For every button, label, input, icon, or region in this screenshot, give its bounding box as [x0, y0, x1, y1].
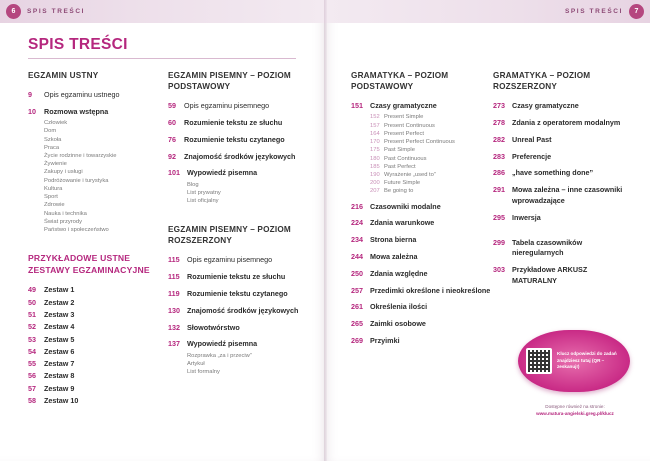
toc-entry-label: Strona bierna — [370, 235, 417, 245]
toc-entry[interactable] — [493, 185, 633, 207]
toc-subitem-label: Podróżowanie i turystyka — [44, 177, 109, 184]
list-item — [44, 201, 158, 209]
list-item — [44, 127, 158, 135]
toc-page-number: 10 — [28, 106, 36, 116]
list-item — [44, 136, 158, 144]
toc-subitem-label: Wyrażenie „used to” — [384, 171, 436, 178]
toc-subitem-page: 180 — [370, 155, 380, 162]
toc-entry[interactable] — [168, 339, 308, 350]
right-page-number: 7 — [629, 4, 644, 19]
toc-page-number: 132 — [168, 322, 180, 332]
toc-subitem-label: Człowiek — [44, 120, 68, 127]
toc-entry[interactable] — [493, 152, 633, 163]
toc-subitem-page: 175 — [370, 147, 380, 154]
toc-subitem-page: 200 — [370, 180, 380, 187]
toc-entry[interactable] — [493, 135, 633, 146]
toc-subitem-label: Dom — [44, 128, 57, 135]
toc-subitem-label: List oficjalny — [187, 198, 219, 205]
list-item — [187, 189, 308, 197]
toc-page-number: 130 — [168, 305, 180, 315]
toc-entry-label: Unreal Past — [512, 134, 552, 144]
toc-entry-label: Rozumienie tekstu czytanego — [187, 288, 288, 298]
toc-entry-label: Zestaw 1 — [44, 285, 75, 295]
toc-entry-label: Zestaw 4 — [44, 322, 75, 332]
toc-entry[interactable] — [351, 269, 491, 280]
toc-entry[interactable] — [28, 384, 158, 395]
toc-entry[interactable] — [28, 335, 158, 346]
toc-entry-label: Znajomość środków językowych — [187, 305, 299, 315]
list-item — [44, 144, 158, 152]
toc-subitem-label: Be going to — [384, 188, 414, 195]
toc-entry-label: Rozumienie tekstu ze słuchu — [184, 117, 283, 127]
toc-page-number: 52 — [28, 322, 36, 332]
toc-page-number: 303 — [493, 265, 505, 275]
toc-entry[interactable] — [28, 396, 158, 407]
toc-entry[interactable] — [28, 90, 158, 101]
toc-page-number: 282 — [493, 134, 505, 144]
list-item — [44, 226, 158, 234]
book-spine — [324, 0, 327, 461]
toc-entry-label: Przykładowe ARKUSZ MATURALNY — [512, 265, 588, 285]
toc-entry[interactable] — [28, 310, 158, 321]
toc-subitem-page: 170 — [370, 139, 380, 146]
toc-entry[interactable] — [493, 238, 633, 260]
toc-page-number: 265 — [351, 319, 363, 329]
toc-column-2 — [168, 70, 308, 379]
list-item — [370, 122, 491, 130]
toc-subitem-page: 190 — [370, 171, 380, 178]
toc-entry-label: Rozmowa wstępna — [44, 106, 109, 116]
list-item — [370, 179, 491, 187]
left-header-label: SPIS TREŚCI — [27, 8, 86, 15]
list-item — [370, 171, 491, 179]
toc-entry[interactable] — [493, 168, 633, 179]
toc-entry[interactable] — [28, 371, 158, 382]
toc-subitem-label: Zdrowie — [44, 202, 65, 209]
toc-subitem-label: Sport — [44, 194, 58, 201]
toc-entry[interactable] — [168, 289, 308, 300]
qr-promo-content — [518, 348, 630, 374]
list-item — [370, 155, 491, 163]
toc-entry-label: Zestaw 8 — [44, 371, 75, 381]
footnote-link[interactable]: www.matura-angielski.greg.pl/klucz — [536, 410, 614, 416]
toc-subitem-list — [187, 181, 308, 206]
left-page-number: 6 — [6, 4, 21, 19]
list-item — [187, 360, 308, 368]
toc-page-number: 244 — [351, 252, 363, 261]
toc-subitem-label: Present Simple — [384, 114, 424, 121]
toc-page-number: 224 — [351, 218, 363, 228]
toc-page-number: 59 — [168, 101, 176, 111]
toc-page-number: 51 — [28, 310, 36, 319]
toc-subitem-label: Świat przyrody — [44, 218, 83, 225]
toc-entry[interactable] — [493, 101, 633, 112]
list-item — [187, 368, 308, 376]
title-divider — [28, 58, 296, 59]
toc-page-number: 58 — [28, 396, 36, 406]
toc-subitem-label: Zakupy i usługi — [44, 169, 83, 176]
toc-entry-label: Opis egzaminu pisemnego — [187, 255, 273, 265]
toc-subitem-page: 185 — [370, 163, 380, 170]
toc-entry[interactable] — [168, 306, 308, 317]
toc-page-number: 53 — [28, 334, 36, 344]
toc-page-number: 269 — [351, 335, 363, 345]
toc-entry-label: Zdania z operatorem modalnym — [512, 117, 621, 127]
toc-page-number: 257 — [351, 285, 363, 295]
toc-entry-label: Rozumienie tekstu ze słuchu — [187, 272, 286, 282]
toc-entry[interactable] — [168, 323, 308, 334]
section-heading-gramatyka-podstawowy: GRAMATYKA – POZIOM PODSTAWOWY — [351, 71, 449, 92]
toc-subitem-label: Artykuł — [187, 360, 205, 367]
toc-entry[interactable] — [493, 265, 633, 287]
toc-entry-label: Zestaw 2 — [44, 297, 75, 307]
toc-entry[interactable] — [28, 359, 158, 370]
list-item — [187, 197, 308, 205]
toc-page-number: 234 — [351, 235, 363, 245]
toc-entry[interactable] — [28, 322, 158, 333]
toc-entry[interactable] — [351, 235, 491, 246]
toc-page-number: 261 — [351, 302, 363, 312]
toc-entry[interactable] — [351, 286, 491, 297]
qr-code-icon[interactable] — [526, 348, 552, 374]
toc-subitem-label: Praca — [44, 144, 60, 151]
toc-page-number: 54 — [28, 346, 36, 356]
toc-subitem-label: Nauka i technika — [44, 210, 87, 217]
toc-subitem-page: 152 — [370, 114, 380, 121]
list-item — [44, 119, 158, 127]
toc-entry-label: Zdania warunkowe — [370, 218, 435, 228]
toc-entry[interactable] — [351, 218, 491, 229]
right-page-header — [325, 0, 650, 23]
toc-entry-label: Opis egzaminu ustnego — [44, 90, 120, 100]
toc-subitem-label: Past Perfect — [384, 163, 416, 170]
toc-subitem-label: Past Simple — [384, 147, 415, 154]
toc-subitem-page: 157 — [370, 122, 380, 129]
right-page — [325, 0, 650, 461]
toc-page-number: 291 — [493, 185, 505, 195]
toc-entry[interactable] — [168, 168, 308, 179]
toc-subitem-label: List prywatny — [187, 189, 221, 196]
toc-entry-label: Zdania względne — [370, 268, 428, 278]
toc-page-number: 273 — [493, 101, 505, 111]
toc-entry[interactable] — [493, 213, 633, 224]
list-item — [44, 218, 158, 226]
toc-entry[interactable] — [351, 336, 491, 347]
toc-entry-label: Czasy gramatyczne — [512, 101, 579, 111]
list-item — [44, 193, 158, 201]
qr-promo-text: Klucz odpowiedzi do zadań znajdziesz tutaj (QR – zeskanuj!) — [557, 351, 617, 370]
toc-entry-label: Mowa zależna – inne czasowniki wprowadzające — [512, 185, 623, 205]
toc-subitem-label: Past Continuous — [384, 155, 427, 162]
toc-subitem-label: Kultura — [44, 185, 63, 192]
list-item — [44, 152, 158, 160]
section-spacer — [28, 237, 158, 253]
toc-entry-label: Inwersja — [512, 212, 541, 222]
section-heading-zestawy: PRZYKŁADOWE USTNE ZESTAWY EGZAMINACYJNE — [28, 253, 150, 275]
toc-entry-label: Zestaw 7 — [44, 359, 75, 369]
toc-entry-label: Wypowiedź pisemna — [187, 168, 258, 178]
toc-subitem-label: Blog — [187, 181, 199, 188]
toc-subitem-list — [44, 119, 158, 234]
toc-entry[interactable] — [28, 347, 158, 358]
toc-column-4 — [493, 70, 633, 288]
toc-entry[interactable] — [28, 298, 158, 309]
list-item — [370, 138, 491, 146]
list-item — [370, 113, 491, 121]
toc-page-number: 49 — [28, 285, 36, 295]
toc-entry[interactable] — [168, 135, 308, 146]
list-item — [370, 163, 491, 171]
qr-promo-badge[interactable] — [518, 330, 630, 392]
toc-entry[interactable] — [493, 118, 633, 129]
toc-entry[interactable] — [168, 152, 308, 163]
toc-column-1 — [28, 70, 158, 408]
toc-entry-label: Słowotwórstwo — [187, 322, 240, 332]
toc-entry[interactable] — [168, 118, 308, 129]
toc-page-number: 299 — [493, 237, 505, 247]
toc-entry-label: Zaimki osobowe — [370, 319, 426, 329]
list-item — [44, 168, 158, 176]
toc-subitem-label: Present Continuous — [384, 122, 435, 129]
toc-page-number: 286 — [493, 168, 505, 178]
list-item — [187, 181, 308, 189]
toc-entry-label: Przyimki — [370, 335, 400, 345]
toc-subitem-label: Present Perfect — [384, 130, 424, 137]
list-item — [370, 130, 491, 138]
toc-page-number: 278 — [493, 117, 505, 127]
toc-subitem-list — [187, 352, 308, 377]
toc-page-number: 92 — [168, 151, 176, 161]
toc-entry[interactable] — [168, 101, 308, 112]
toc-page-number: 283 — [493, 151, 505, 161]
list-item — [370, 146, 491, 154]
toc-entry-label: Wypowiedź pisemna — [187, 339, 258, 349]
toc-entry-label: Rozumienie tekstu czytanego — [184, 134, 285, 144]
list-item — [44, 160, 158, 168]
promo-footnote — [521, 404, 629, 418]
toc-subitem-label: Future Simple — [384, 180, 421, 187]
toc-entry-label: Zestaw 9 — [44, 383, 75, 393]
toc-subitem-label: List formalny — [187, 369, 220, 376]
toc-page-number: 76 — [168, 134, 176, 144]
toc-subitem-label: Państwo i społeczeństwo — [44, 227, 109, 233]
toc-entry-label: Przedimki określone i nieokreślone — [370, 285, 491, 295]
page-title: SPIS TREŚCI — [28, 36, 128, 53]
toc-entry[interactable] — [351, 101, 491, 112]
toc-page-number: 115 — [168, 272, 180, 282]
list-item — [44, 210, 158, 218]
toc-subitem-label: Present Perfect Continuous — [384, 139, 455, 146]
toc-entry-label: Określenia ilości — [370, 302, 428, 312]
toc-page-number: 137 — [168, 339, 180, 349]
toc-entry[interactable] — [168, 255, 308, 266]
toc-entry-label: Zestaw 5 — [44, 334, 75, 344]
toc-page-number: 216 — [351, 201, 363, 211]
toc-entry[interactable] — [351, 252, 491, 263]
toc-entry-label: Znajomość środków językowych — [184, 151, 296, 161]
toc-entry-label: Czasowniki modalne — [370, 201, 441, 211]
toc-entry-label: Preferencje — [512, 151, 552, 161]
toc-page-number: 60 — [168, 117, 176, 127]
list-item — [187, 352, 308, 360]
section-spacer — [168, 208, 308, 224]
toc-entry-label: Zestaw 6 — [44, 346, 75, 356]
qr-pattern — [528, 350, 550, 372]
toc-entry-label: Tabela czasowników nieregularnych — [512, 237, 583, 258]
toc-subitem-label: Szkoła — [44, 136, 62, 143]
toc-entry-label: Mowa zależna — [370, 252, 418, 261]
toc-entry-label: Opis egzaminu pisemnego — [184, 101, 270, 111]
toc-subitem-label: Żywienie — [44, 161, 67, 168]
toc-page-number: 250 — [351, 268, 363, 278]
toc-page-number: 295 — [493, 212, 505, 222]
toc-entry[interactable] — [351, 302, 491, 313]
right-header-label: SPIS TREŚCI — [564, 8, 623, 15]
section-heading-gramatyka-rozszerzony: GRAMATYKA – POZIOM ROZSZERZONY — [493, 71, 591, 92]
toc-subitem-page: 207 — [370, 188, 380, 195]
toc-entry[interactable] — [28, 107, 158, 118]
toc-page-number: 151 — [351, 101, 363, 111]
toc-page-number: 101 — [168, 168, 180, 178]
toc-subitem-label: Rozprawka „za i przeciw” — [187, 352, 252, 359]
list-item — [370, 187, 491, 195]
toc-entry[interactable] — [351, 202, 491, 213]
toc-entry-label: „have something done” — [512, 168, 594, 178]
toc-entry[interactable] — [351, 319, 491, 330]
toc-page-number: 115 — [168, 255, 180, 265]
list-item — [44, 177, 158, 185]
toc-entry[interactable] — [168, 272, 308, 283]
toc-column-3 — [351, 70, 491, 348]
toc-page-number: 50 — [28, 297, 36, 307]
toc-subitem-list — [370, 113, 491, 195]
section-heading-pisemny-podstawowy: EGZAMIN PISEMNY – POZIOM PODSTAWOWY — [168, 71, 291, 92]
section-heading-egzamin-ustny: EGZAMIN USTNY — [28, 71, 99, 80]
list-item — [44, 185, 158, 193]
toc-page-number: 55 — [28, 359, 36, 369]
toc-entry[interactable] — [28, 285, 158, 296]
toc-page-number: 9 — [28, 90, 32, 100]
footnote-line: Dostępne również na stronie: — [545, 404, 605, 409]
toc-page-number: 119 — [168, 288, 180, 298]
toc-subitem-page: 164 — [370, 130, 380, 137]
toc-entry-label: Zestaw 10 — [44, 396, 79, 406]
toc-subitem-label: Życie rodzinne i towarzyskie — [44, 153, 117, 160]
toc-entry-label: Czasy gramatyczne — [370, 101, 437, 111]
section-heading-pisemny-rozszerzony: EGZAMIN PISEMNY – POZIOM ROZSZERZONY — [168, 225, 291, 246]
left-page-header — [0, 0, 325, 23]
toc-page-number: 57 — [28, 383, 36, 393]
toc-entry-label: Zestaw 3 — [44, 310, 75, 319]
toc-page-number: 56 — [28, 371, 36, 381]
